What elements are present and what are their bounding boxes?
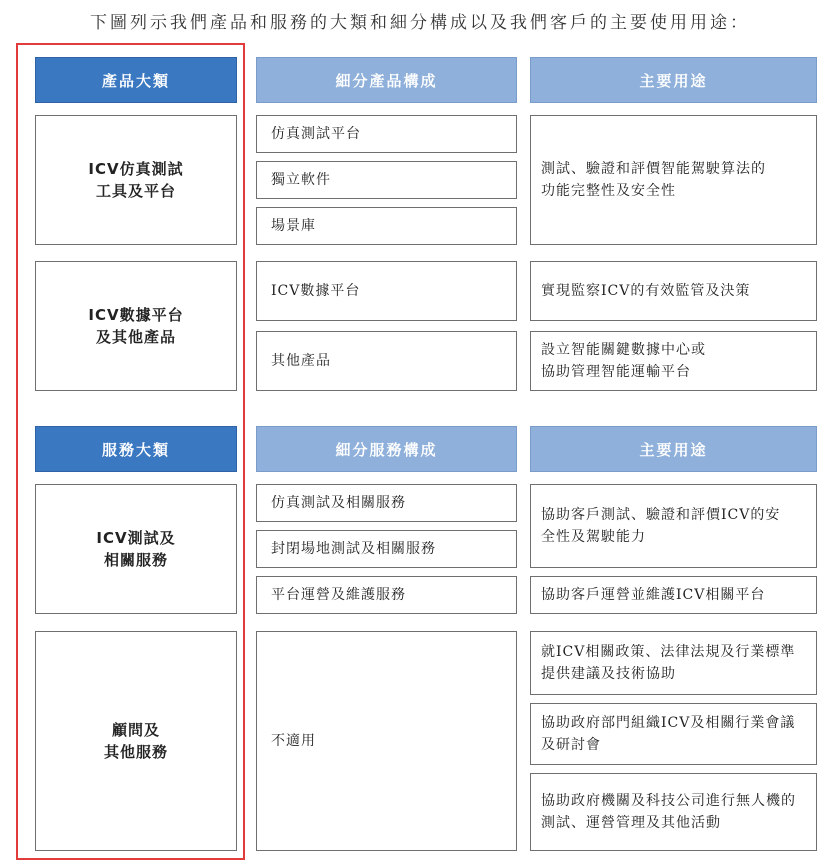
header-product-breakdown: 細分產品構成 bbox=[256, 57, 517, 103]
header-service-usage: 主要用途 bbox=[530, 426, 817, 472]
service-breakdown-item: 仿真測試及相關服務 bbox=[256, 484, 517, 522]
product-category-icv-simulation: ICV仿真測試 工具及平台 bbox=[35, 115, 237, 245]
product-usage-item: 設立智能關鍵數據中心或 協助管理智能運輸平台 bbox=[530, 331, 817, 391]
service-usage-item: 協助客戶測試、驗證和評價ICV的安 全性及駕駛能力 bbox=[530, 484, 817, 568]
header-product-usage: 主要用途 bbox=[530, 57, 817, 103]
product-category-icv-data-platform: ICV數據平台 及其他產品 bbox=[35, 261, 237, 391]
service-usage-item: 協助政府機關及科技公司進行無人機的 測試、運營管理及其他活動 bbox=[530, 773, 817, 851]
intro-text: 下圖列示我們產品和服務的大類和細分構成以及我們客戶的主要使用用途： bbox=[90, 13, 750, 33]
service-usage-item: 協助政府部門組織ICV及相關行業會議 及研討會 bbox=[530, 703, 817, 765]
product-breakdown-item: 場景庫 bbox=[256, 207, 517, 245]
service-category-consulting: 顧問及 其他服務 bbox=[35, 631, 237, 851]
product-breakdown-item: 其他產品 bbox=[256, 331, 517, 391]
header-service-breakdown: 細分服務構成 bbox=[256, 426, 517, 472]
service-usage-item: 協助客戶運營並維護ICV相關平台 bbox=[530, 576, 817, 614]
product-usage-item: 測試、驗證和評價智能駕駛算法的 功能完整性及安全性 bbox=[530, 115, 817, 245]
service-category-icv-testing: ICV測試及 相關服務 bbox=[35, 484, 237, 614]
header-product-category: 產品大類 bbox=[35, 57, 237, 103]
service-breakdown-item: 封閉場地測試及相關服務 bbox=[256, 530, 517, 568]
product-usage-item: 實現監察ICV的有效監管及決策 bbox=[530, 261, 817, 321]
service-breakdown-item: 不適用 bbox=[256, 631, 517, 851]
service-breakdown-item: 平台運營及維護服務 bbox=[256, 576, 517, 614]
service-usage-item: 就ICV相關政策、法律法規及行業標準 提供建議及技術協助 bbox=[530, 631, 817, 695]
product-breakdown-item: 仿真測試平台 bbox=[256, 115, 517, 153]
product-breakdown-item: 獨立軟件 bbox=[256, 161, 517, 199]
product-breakdown-item: ICV數據平台 bbox=[256, 261, 517, 321]
header-service-category: 服務大類 bbox=[35, 426, 237, 472]
